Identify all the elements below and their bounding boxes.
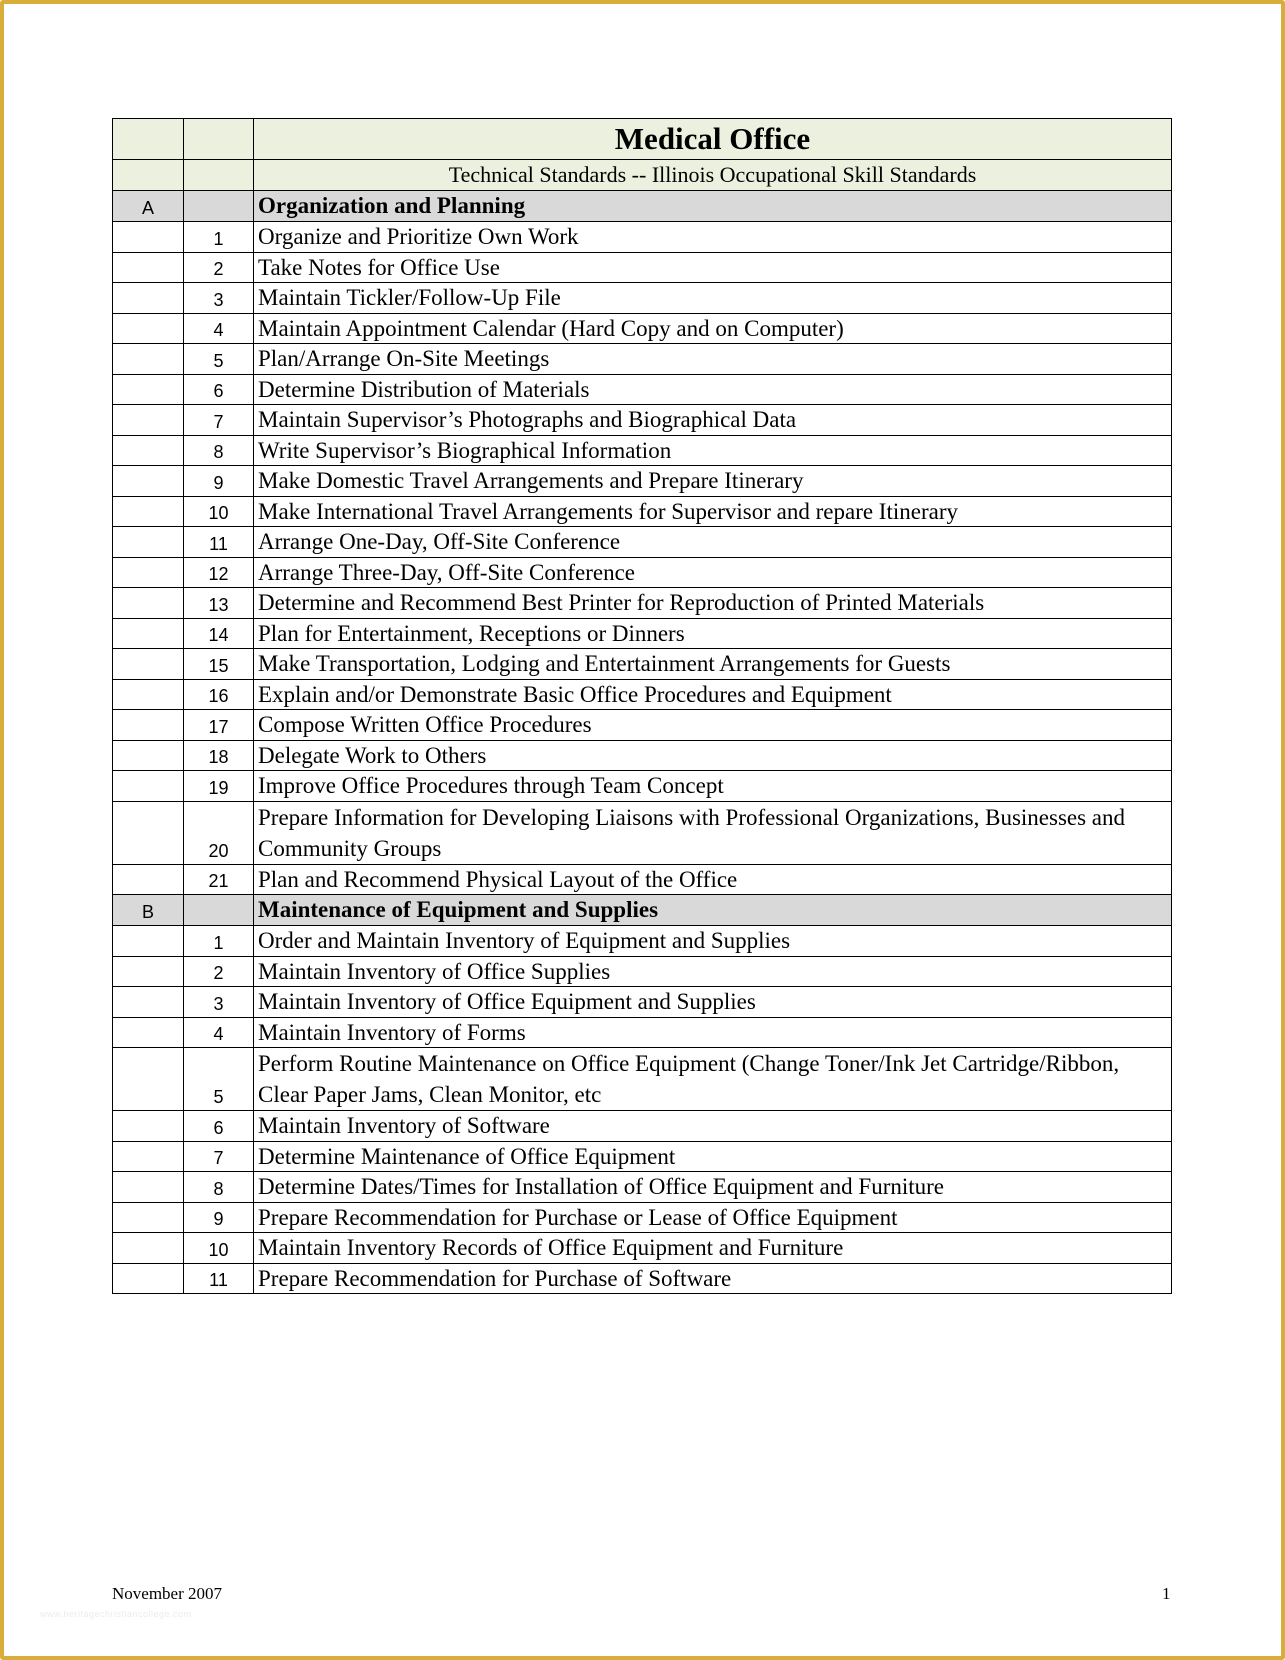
title-row xyxy=(113,119,1172,160)
table-row xyxy=(113,1017,1172,1048)
table-row xyxy=(113,435,1172,466)
item-number: 1 xyxy=(184,926,254,957)
empty-cell xyxy=(113,1017,184,1048)
empty-cell xyxy=(113,1111,184,1142)
empty-cell xyxy=(113,1141,184,1172)
item-text: Maintain Inventory of Forms xyxy=(254,1017,1172,1048)
table-row xyxy=(113,618,1172,649)
empty-cell xyxy=(113,252,184,283)
item-number: 11 xyxy=(184,527,254,558)
table-row xyxy=(113,864,1172,895)
table-row xyxy=(113,496,1172,527)
item-text: Determine and Recommend Best Printer for Reproduction of Printed Materials xyxy=(254,588,1172,619)
table-row xyxy=(113,710,1172,741)
empty-cell xyxy=(113,466,184,497)
item-text: Maintain Appointment Calendar (Hard Copy and on Computer) xyxy=(254,313,1172,344)
item-text: Determine Dates/Times for Installation of Office Equipment and Furniture xyxy=(254,1172,1172,1203)
item-text: Prepare Recommendation for Purchase or Lease of Office Equipment xyxy=(254,1202,1172,1233)
item-text: Perform Routine Maintenance on Office Equipment (Change Toner/Ink Jet Cartridge/Ribbon, Clear Paper Jams, Clean Monitor, etc xyxy=(254,1048,1172,1111)
empty-cell xyxy=(113,771,184,802)
empty-cell xyxy=(184,191,254,222)
item-text: Explain and/or Demonstrate Basic Office Procedures and Equipment xyxy=(254,679,1172,710)
item-number: 12 xyxy=(184,557,254,588)
empty-cell xyxy=(113,435,184,466)
item-text: Compose Written Office Procedures xyxy=(254,710,1172,741)
table-row xyxy=(113,252,1172,283)
item-text: Maintain Inventory of Office Equipment and Supplies xyxy=(254,987,1172,1018)
empty-cell xyxy=(113,496,184,527)
item-number: 7 xyxy=(184,1141,254,1172)
subtitle-row xyxy=(113,160,1172,191)
document-subtitle: Technical Standards -- Illinois Occupational Skill Standards xyxy=(254,160,1172,191)
empty-cell xyxy=(113,588,184,619)
item-number: 9 xyxy=(184,466,254,497)
item-text: Organize and Prioritize Own Work xyxy=(254,222,1172,253)
item-text: Maintain Inventory of Software xyxy=(254,1111,1172,1142)
table-row xyxy=(113,466,1172,497)
item-number: 9 xyxy=(184,1202,254,1233)
table-row xyxy=(113,801,1172,864)
item-text: Plan/Arrange On-Site Meetings xyxy=(254,344,1172,375)
item-number: 21 xyxy=(184,864,254,895)
item-number: 6 xyxy=(184,1111,254,1142)
item-text: Arrange Three-Day, Off-Site Conference xyxy=(254,557,1172,588)
item-number: 19 xyxy=(184,771,254,802)
item-text: Improve Office Procedures through Team Concept xyxy=(254,771,1172,802)
section-header-row xyxy=(113,191,1172,222)
item-text: Maintain Tickler/Follow-Up File xyxy=(254,283,1172,314)
table-row xyxy=(113,926,1172,957)
item-number: 15 xyxy=(184,649,254,680)
table-row xyxy=(113,679,1172,710)
section-header-row xyxy=(113,895,1172,926)
empty-cell xyxy=(113,679,184,710)
item-text: Determine Maintenance of Office Equipment xyxy=(254,1141,1172,1172)
item-number: 8 xyxy=(184,1172,254,1203)
empty-cell xyxy=(113,283,184,314)
item-text: Arrange One-Day, Off-Site Conference xyxy=(254,527,1172,558)
empty-cell xyxy=(113,1263,184,1294)
table-row xyxy=(113,1263,1172,1294)
item-number: 18 xyxy=(184,740,254,771)
empty-cell xyxy=(184,160,254,191)
item-text: Maintain Inventory of Office Supplies xyxy=(254,956,1172,987)
table-row xyxy=(113,1172,1172,1203)
empty-cell xyxy=(113,344,184,375)
empty-cell xyxy=(113,313,184,344)
empty-cell xyxy=(113,119,184,160)
item-text: Order and Maintain Inventory of Equipment and Supplies xyxy=(254,926,1172,957)
table-row xyxy=(113,527,1172,558)
item-number: 2 xyxy=(184,956,254,987)
item-text: Determine Distribution of Materials xyxy=(254,374,1172,405)
empty-cell xyxy=(113,557,184,588)
empty-cell xyxy=(113,1172,184,1203)
item-text: Prepare Recommendation for Purchase of Software xyxy=(254,1263,1172,1294)
footer-date: November 2007 xyxy=(112,1584,223,1603)
table-row xyxy=(113,1233,1172,1264)
table-row xyxy=(113,313,1172,344)
watermark: www.heritagechristiancollege.com xyxy=(40,1609,192,1619)
table-row xyxy=(113,222,1172,253)
page-number: 1 xyxy=(1162,1584,1171,1603)
empty-cell xyxy=(113,710,184,741)
table-row xyxy=(113,649,1172,680)
document-title: Medical Office xyxy=(254,119,1172,160)
table-row xyxy=(113,405,1172,436)
item-number: 11 xyxy=(184,1263,254,1294)
item-number: 5 xyxy=(184,344,254,375)
table-row xyxy=(113,1048,1172,1111)
item-number: 4 xyxy=(184,1017,254,1048)
section-title: Maintenance of Equipment and Supplies xyxy=(254,895,1172,926)
item-number: 4 xyxy=(184,313,254,344)
table-row xyxy=(113,1202,1172,1233)
item-number: 20 xyxy=(184,801,254,864)
empty-cell xyxy=(113,926,184,957)
empty-cell xyxy=(184,119,254,160)
item-number: 1 xyxy=(184,222,254,253)
item-text: Plan and Recommend Physical Layout of the Office xyxy=(254,864,1172,895)
empty-cell xyxy=(113,740,184,771)
table-row xyxy=(113,283,1172,314)
empty-cell xyxy=(113,649,184,680)
item-number: 3 xyxy=(184,987,254,1018)
empty-cell xyxy=(113,618,184,649)
empty-cell xyxy=(113,864,184,895)
item-number: 6 xyxy=(184,374,254,405)
empty-cell xyxy=(113,405,184,436)
item-number: 8 xyxy=(184,435,254,466)
table-row xyxy=(113,557,1172,588)
item-text: Write Supervisor’s Biographical Information xyxy=(254,435,1172,466)
empty-cell xyxy=(113,160,184,191)
item-number: 16 xyxy=(184,679,254,710)
item-text: Make International Travel Arrangements for Supervisor and repare Itinerary xyxy=(254,496,1172,527)
item-number: 17 xyxy=(184,710,254,741)
table-row xyxy=(113,1111,1172,1142)
empty-cell xyxy=(113,222,184,253)
table-row xyxy=(113,344,1172,375)
standards-table xyxy=(112,118,1172,1294)
section-letter: A xyxy=(113,191,184,222)
item-number: 2 xyxy=(184,252,254,283)
empty-cell xyxy=(113,1048,184,1111)
empty-cell xyxy=(113,801,184,864)
section-letter: B xyxy=(113,895,184,926)
item-text: Delegate Work to Others xyxy=(254,740,1172,771)
empty-cell xyxy=(113,1202,184,1233)
table-row xyxy=(113,374,1172,405)
item-text: Take Notes for Office Use xyxy=(254,252,1172,283)
table-row xyxy=(113,987,1172,1018)
empty-cell xyxy=(113,956,184,987)
table-row xyxy=(113,740,1172,771)
table-row xyxy=(113,1141,1172,1172)
table-row xyxy=(113,771,1172,802)
item-text: Plan for Entertainment, Receptions or Dinners xyxy=(254,618,1172,649)
item-number: 5 xyxy=(184,1048,254,1111)
item-number: 14 xyxy=(184,618,254,649)
item-number: 10 xyxy=(184,496,254,527)
item-text: Maintain Supervisor’s Photographs and Biographical Data xyxy=(254,405,1172,436)
item-number: 3 xyxy=(184,283,254,314)
empty-cell xyxy=(113,527,184,558)
item-text: Make Transportation, Lodging and Entertainment Arrangements for Guests xyxy=(254,649,1172,680)
item-text: Maintain Inventory Records of Office Equipment and Furniture xyxy=(254,1233,1172,1264)
table-row xyxy=(113,956,1172,987)
item-text: Make Domestic Travel Arrangements and Prepare Itinerary xyxy=(254,466,1172,497)
standards-table-body xyxy=(113,119,1172,1294)
item-number: 13 xyxy=(184,588,254,619)
item-number: 10 xyxy=(184,1233,254,1264)
item-text: Prepare Information for Developing Liaisons with Professional Organizations, Businesses and Community Groups xyxy=(254,801,1172,864)
item-number: 7 xyxy=(184,405,254,436)
empty-cell xyxy=(113,987,184,1018)
empty-cell xyxy=(113,1233,184,1264)
section-title: Organization and Planning xyxy=(254,191,1172,222)
table-row xyxy=(113,588,1172,619)
empty-cell xyxy=(184,895,254,926)
empty-cell xyxy=(113,374,184,405)
